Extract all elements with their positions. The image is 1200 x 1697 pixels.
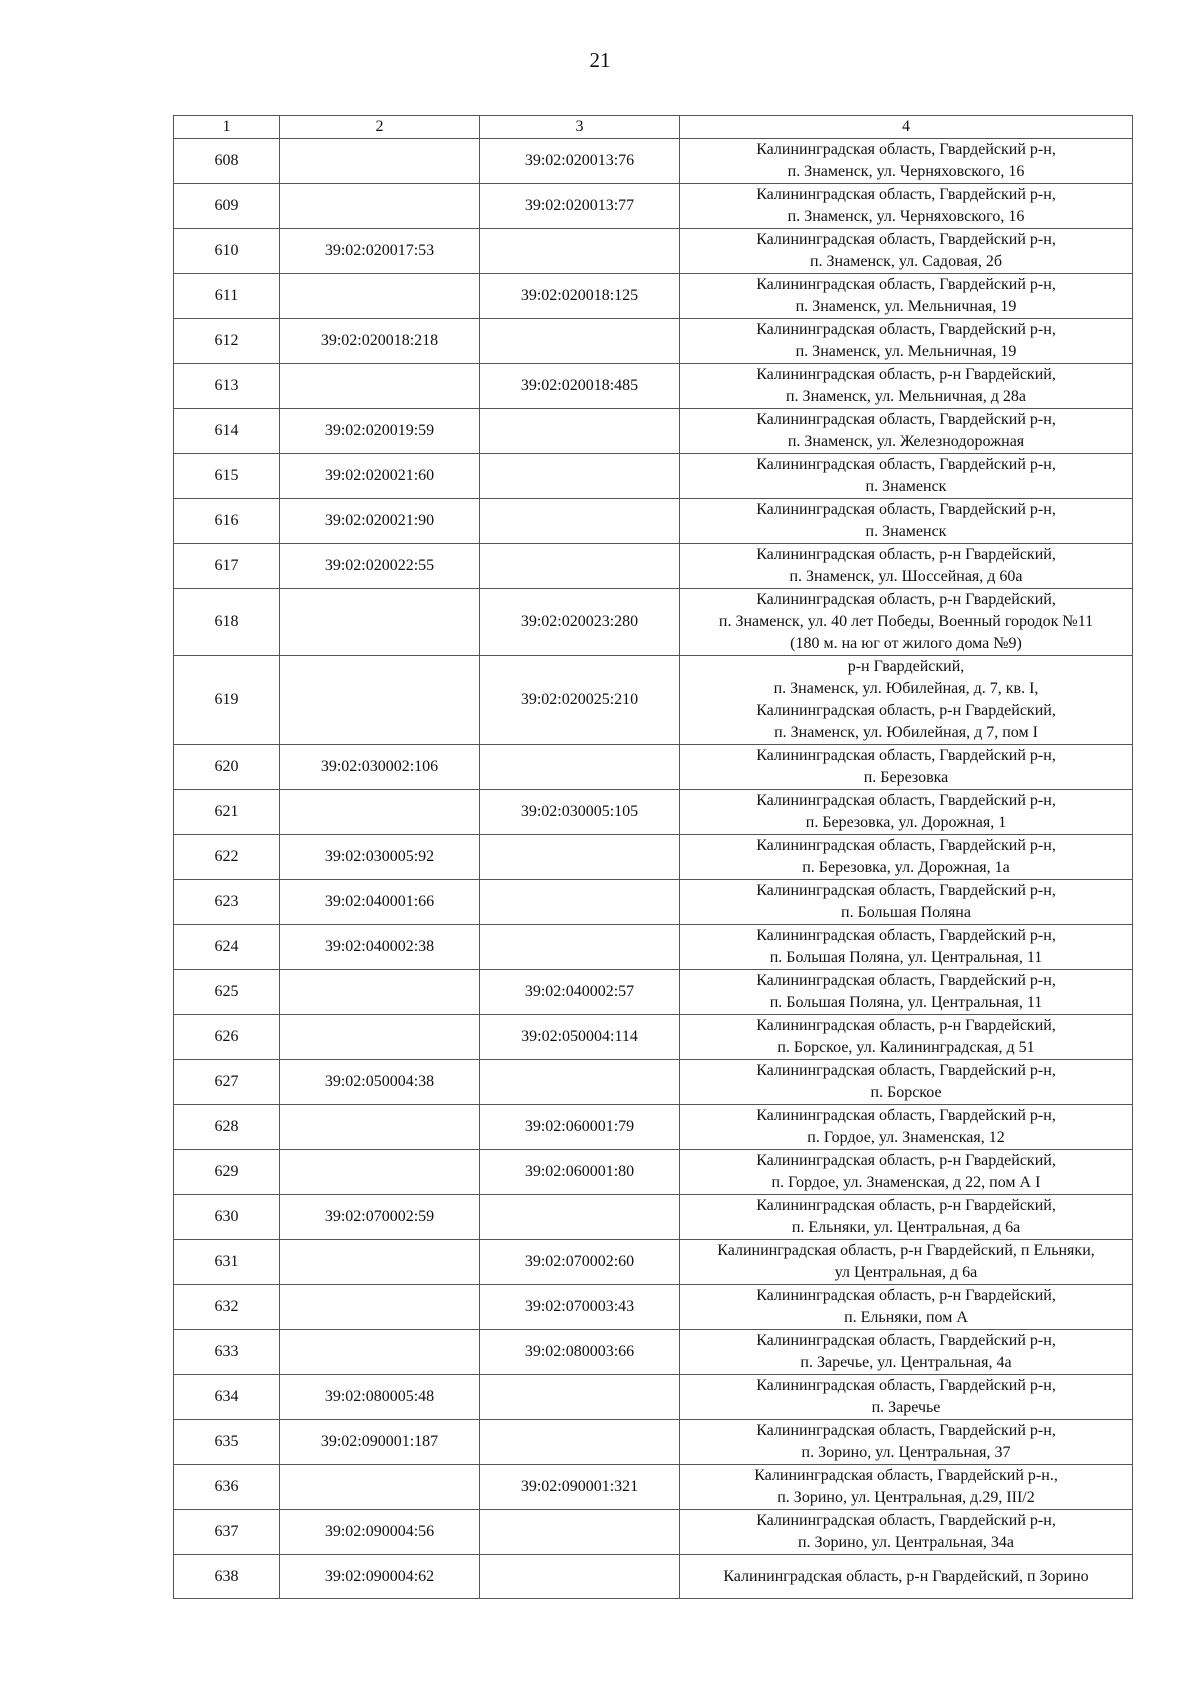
table-row	[174, 184, 1133, 229]
cadastral-number-col3-cell	[480, 1195, 680, 1240]
row-number-cell: 634	[174, 1375, 280, 1420]
row-number-cell: 629	[174, 1150, 280, 1195]
address-line: Калининградская область, р-н Гвардейский,	[756, 366, 1056, 383]
address-cell	[680, 1195, 1133, 1240]
table-row	[174, 1285, 1133, 1330]
address-line: Калининградская область, Гвардейский р-н,	[756, 1332, 1056, 1349]
cadastral-number-col3-cell: 39:02:070003:43	[480, 1285, 680, 1330]
row-number-cell: 611	[174, 274, 280, 319]
address-line: п. Знаменск, ул. Мельничная, 19	[795, 298, 1017, 315]
cadastral-number-col3-cell: 39:02:070002:60	[480, 1240, 680, 1285]
table-row	[174, 454, 1133, 499]
cadastral-number-col3-cell	[480, 1510, 680, 1555]
address-line: Калининградская область, Гвардейский р-н,	[756, 141, 1056, 158]
row-number-cell: 619	[174, 656, 280, 745]
address-line: Калининградская область, Гвардейский р-н,	[756, 747, 1056, 764]
cadastral-number-col2-cell: 39:02:020018:218	[280, 319, 480, 364]
address-line: п. Знаменск	[865, 478, 947, 495]
address-line: п. Зорино, ул. Центральная, 34а	[797, 1534, 1015, 1551]
table-row	[174, 1150, 1133, 1195]
row-number-cell: 618	[174, 589, 280, 656]
table-row	[174, 1015, 1133, 1060]
address-cell	[680, 970, 1133, 1015]
cadastral-number-col2-cell: 39:02:080005:48	[280, 1375, 480, 1420]
address-cell	[680, 1420, 1133, 1465]
address-cell	[680, 1330, 1133, 1375]
cadastral-number-col2-cell: 39:02:020022:55	[280, 544, 480, 589]
address-line: п. Знаменск, ул. Юбилейная, д 7, пом I	[774, 724, 1038, 741]
address-line: Калининградская область, Гвардейский р-н,	[756, 792, 1056, 809]
address-line: Калининградская область, р-н Гвардейский,	[756, 1287, 1056, 1304]
address-line: п. Гордое, ул. Знаменская, д 22, пом А I	[771, 1174, 1041, 1191]
cadastral-number-col2-cell: 39:02:020021:60	[280, 454, 480, 499]
table-row	[174, 790, 1133, 835]
address-line: п. Знаменск	[865, 523, 947, 540]
cadastral-number-col2-cell	[280, 589, 480, 656]
row-number-cell: 609	[174, 184, 280, 229]
address-line: п. Знаменск, ул. Садовая, 2б	[809, 253, 1003, 270]
row-number-cell: 623	[174, 880, 280, 925]
cadastral-number-col2-cell: 39:02:020021:90	[280, 499, 480, 544]
address-line: Калининградская область, р-н Гвардейский, п Зорино	[723, 1567, 1089, 1585]
address-line: (180 м. на юг от жилого дома №9)	[790, 635, 1022, 652]
cadastral-number-col2-cell: 39:02:040002:38	[280, 925, 480, 970]
address-line: п. Зорино, ул. Центральная, д.29, III/2	[777, 1489, 1035, 1506]
row-number-cell: 620	[174, 745, 280, 790]
address-line: Калининградская область, р-н Гвардейский,	[756, 591, 1056, 608]
address-line: Калининградская область, Гвардейский р-н,	[756, 1422, 1056, 1439]
table-row	[174, 835, 1133, 880]
table-row	[174, 970, 1133, 1015]
cadastral-number-col3-cell	[480, 835, 680, 880]
address-line: Калининградская область, Гвардейский р-н,	[756, 882, 1056, 899]
address-cell	[680, 184, 1133, 229]
row-number-cell: 621	[174, 790, 280, 835]
table-row	[174, 229, 1133, 274]
row-number-cell: 627	[174, 1060, 280, 1105]
address-line: Калининградская область, Гвардейский р-н,	[756, 1107, 1056, 1124]
cadastral-number-col2-cell	[280, 790, 480, 835]
table-row	[174, 1195, 1133, 1240]
cadastral-number-col2-cell: 39:02:020017:53	[280, 229, 480, 274]
address-line: п. Борское	[870, 1084, 942, 1101]
cadastral-number-col3-cell	[480, 1555, 680, 1599]
address-line: п. Знаменск, ул. Мельничная, 19	[795, 343, 1017, 360]
row-number-cell: 608	[174, 139, 280, 184]
address-line: п. Большая Поляна, ул. Центральная, 11	[769, 994, 1043, 1011]
address-line: п. Знаменск, ул. Мельничная, д 28а	[785, 388, 1027, 405]
table-row	[174, 1510, 1133, 1555]
table-row	[174, 589, 1133, 656]
table-row	[174, 1330, 1133, 1375]
address-cell	[680, 454, 1133, 499]
address-line: п. Ельняки, ул. Центральная, д 6а	[791, 1219, 1021, 1236]
table-row	[174, 1240, 1133, 1285]
address-cell	[680, 589, 1133, 656]
address-cell	[680, 544, 1133, 589]
address-line: п. Березовка, ул. Дорожная, 1а	[802, 859, 1010, 876]
address-line: Калининградская область, Гвардейский р-н,	[756, 1512, 1056, 1529]
row-number-cell: 628	[174, 1105, 280, 1150]
address-line: Калининградская область, Гвардейский р-н,	[756, 1062, 1056, 1079]
cadastral-number-col2-cell: 39:02:040001:66	[280, 880, 480, 925]
address-line: Калининградская область, р-н Гвардейский,	[756, 546, 1056, 563]
column-header-1: 1	[174, 116, 280, 139]
address-line: Калининградская область, Гвардейский р-н,	[756, 231, 1056, 248]
address-line: п. Большая Поляна, ул. Центральная, 11	[769, 949, 1043, 966]
table-header-row	[174, 116, 1133, 139]
address-line: Калининградская область, р-н Гвардейский,	[756, 702, 1056, 719]
cadastral-number-col3-cell: 39:02:020013:77	[480, 184, 680, 229]
cadastral-number-col3-cell: 39:02:090001:321	[480, 1465, 680, 1510]
address-line: п. Борское, ул. Калининградская, д 51	[777, 1039, 1035, 1056]
address-line: Калининградская область, Гвардейский р-н,	[756, 501, 1056, 518]
cadastral-number-col3-cell	[480, 229, 680, 274]
table-row	[174, 1420, 1133, 1465]
address-line: п. Зорино, ул. Центральная, 37	[801, 1444, 1011, 1461]
row-number-cell: 622	[174, 835, 280, 880]
address-cell	[680, 1105, 1133, 1150]
address-line: Калининградская область, Гвардейский р-н,	[756, 837, 1056, 854]
cadastral-number-col3-cell	[480, 1060, 680, 1105]
address-cell	[680, 1240, 1133, 1285]
table-row	[174, 1105, 1133, 1150]
address-cell	[680, 1555, 1133, 1599]
address-line: Калининградская область, Гвардейский р-н,	[756, 927, 1056, 944]
column-header-4: 4	[680, 116, 1133, 139]
address-cell	[680, 1510, 1133, 1555]
address-line: п. Березовка, ул. Дорожная, 1	[805, 814, 1007, 831]
cadastral-number-col2-cell: 39:02:090004:62	[280, 1555, 480, 1599]
table-row	[174, 1375, 1133, 1420]
row-number-cell: 636	[174, 1465, 280, 1510]
address-line: п. Березовка	[863, 769, 949, 786]
cadastral-number-col3-cell: 39:02:060001:79	[480, 1105, 680, 1150]
table-row	[174, 745, 1133, 790]
cadastral-number-col3-cell: 39:02:020013:76	[480, 139, 680, 184]
row-number-cell: 631	[174, 1240, 280, 1285]
table-row	[174, 544, 1133, 589]
address-line: Калининградская область, Гвардейский р-н,	[756, 276, 1056, 293]
cadastral-number-col2-cell: 39:02:090004:56	[280, 1510, 480, 1555]
row-number-cell: 610	[174, 229, 280, 274]
cadastral-number-col2-cell: 39:02:090001:187	[280, 1420, 480, 1465]
address-cell	[680, 139, 1133, 184]
row-number-cell: 637	[174, 1510, 280, 1555]
address-cell	[680, 835, 1133, 880]
address-line: п. Знаменск, ул. Железнодорожная	[787, 433, 1025, 450]
address-line: Калининградская область, Гвардейский р-н,	[756, 1377, 1056, 1394]
address-line: п. Заречье	[871, 1399, 941, 1416]
row-number-cell: 615	[174, 454, 280, 499]
table-row	[174, 1555, 1133, 1599]
row-number-cell: 617	[174, 544, 280, 589]
address-line: п. Знаменск, ул. Юбилейная, д. 7, кв. I,	[773, 680, 1039, 697]
table-row	[174, 880, 1133, 925]
row-number-cell: 626	[174, 1015, 280, 1060]
address-line: р-н Гвардейский,	[847, 658, 965, 675]
cadastral-number-col2-cell	[280, 1330, 480, 1375]
cadastral-number-col3-cell: 39:02:020018:485	[480, 364, 680, 409]
cadastral-number-col2-cell	[280, 1105, 480, 1150]
row-number-cell: 633	[174, 1330, 280, 1375]
row-number-cell: 612	[174, 319, 280, 364]
table-row	[174, 1465, 1133, 1510]
row-number-cell: 625	[174, 970, 280, 1015]
address-cell	[680, 499, 1133, 544]
address-line: Калининградская область, Гвардейский р-н,	[756, 186, 1056, 203]
address-cell	[680, 790, 1133, 835]
address-cell	[680, 1465, 1133, 1510]
cadastral-number-col3-cell	[480, 880, 680, 925]
address-cell	[680, 1015, 1133, 1060]
cadastral-number-col2-cell	[280, 184, 480, 229]
address-line: Калининградская область, р-н Гвардейский, п Ельняки,	[717, 1242, 1095, 1259]
cadastral-number-col2-cell: 39:02:020019:59	[280, 409, 480, 454]
cadastral-number-col2-cell: 39:02:030005:92	[280, 835, 480, 880]
table-row	[174, 319, 1133, 364]
row-number-cell: 624	[174, 925, 280, 970]
address-line: Калининградская область, р-н Гвардейский,	[756, 1197, 1056, 1214]
cadastral-number-col3-cell	[480, 499, 680, 544]
address-line: Калининградская область, р-н Гвардейский,	[756, 1152, 1056, 1169]
row-number-cell: 630	[174, 1195, 280, 1240]
cadastral-number-col3-cell: 39:02:050004:114	[480, 1015, 680, 1060]
row-number-cell: 635	[174, 1420, 280, 1465]
cadastral-number-col3-cell: 39:02:080003:66	[480, 1330, 680, 1375]
address-cell	[680, 364, 1133, 409]
table-row	[174, 499, 1133, 544]
address-cell	[680, 319, 1133, 364]
address-line: Калининградская область, Гвардейский р-н,	[756, 456, 1056, 473]
address-cell	[680, 880, 1133, 925]
cadastral-number-col3-cell: 39:02:030005:105	[480, 790, 680, 835]
address-cell	[680, 274, 1133, 319]
row-number-cell: 613	[174, 364, 280, 409]
address-line: Калининградская область, Гвардейский р-н,	[756, 411, 1056, 428]
table-row	[174, 656, 1133, 745]
table-row	[174, 925, 1133, 970]
address-cell	[680, 409, 1133, 454]
table-row	[174, 409, 1133, 454]
cadastral-number-col3-cell	[480, 1420, 680, 1465]
cadastral-number-col3-cell	[480, 1375, 680, 1420]
address-line: Калининградская область, Гвардейский р-н,	[756, 972, 1056, 989]
address-cell	[680, 1285, 1133, 1330]
column-header-2: 2	[280, 116, 480, 139]
column-header-3: 3	[480, 116, 680, 139]
cadastral-number-col3-cell	[480, 745, 680, 790]
cadastral-number-col2-cell	[280, 1240, 480, 1285]
cadastral-number-col3-cell	[480, 544, 680, 589]
row-number-cell: 632	[174, 1285, 280, 1330]
cadastral-number-col3-cell: 39:02:040002:57	[480, 970, 680, 1015]
cadastral-number-col2-cell	[280, 1150, 480, 1195]
cadastral-number-col2-cell	[280, 1285, 480, 1330]
address-line: Калининградская область, р-н Гвардейский,	[756, 1017, 1056, 1034]
table-row	[174, 139, 1133, 184]
cadastral-number-col2-cell	[280, 1465, 480, 1510]
address-cell	[680, 925, 1133, 970]
address-line: Калининградская область, Гвардейский р-н.,	[754, 1467, 1058, 1484]
address-cell	[680, 1060, 1133, 1105]
cadastral-number-col2-cell: 39:02:030002:106	[280, 745, 480, 790]
cadastral-number-col3-cell: 39:02:020018:125	[480, 274, 680, 319]
cadastral-number-col2-cell	[280, 656, 480, 745]
address-cell	[680, 1375, 1133, 1420]
cadastral-number-col2-cell: 39:02:050004:38	[280, 1060, 480, 1105]
address-line: ул Центральная, д 6а	[834, 1264, 978, 1281]
address-line: п. Гордое, ул. Знаменская, 12	[807, 1129, 1005, 1146]
address-cell	[680, 745, 1133, 790]
table-row	[174, 1060, 1133, 1105]
cadastral-number-col3-cell	[480, 409, 680, 454]
row-number-cell: 638	[174, 1555, 280, 1599]
address-cell	[680, 1150, 1133, 1195]
cadastral-number-col3-cell: 39:02:020023:280	[480, 589, 680, 656]
address-line: п. Знаменск, ул. Черняховского, 16	[787, 163, 1025, 180]
cadastral-number-col2-cell	[280, 1015, 480, 1060]
address-line: п. Знаменск, ул. Шоссейная, д 60а	[789, 568, 1023, 585]
address-cell	[680, 229, 1133, 274]
cadastral-number-col3-cell	[480, 925, 680, 970]
address-line: Калининградская область, Гвардейский р-н,	[756, 321, 1056, 338]
table-row	[174, 364, 1133, 409]
cadastral-number-col2-cell	[280, 364, 480, 409]
cadastral-number-col2-cell: 39:02:070002:59	[280, 1195, 480, 1240]
cadastral-number-col3-cell: 39:02:020025:210	[480, 656, 680, 745]
land-plots-table	[173, 115, 1133, 1599]
cadastral-number-col3-cell: 39:02:060001:80	[480, 1150, 680, 1195]
table-row	[174, 274, 1133, 319]
address-line: п. Заречье, ул. Центральная, 4а	[800, 1354, 1012, 1371]
cadastral-number-col2-cell	[280, 970, 480, 1015]
row-number-cell: 616	[174, 499, 280, 544]
address-line: п. Большая Поляна	[841, 904, 971, 921]
page-number: 21	[589, 48, 611, 72]
address-line: п. Знаменск, ул. 40 лет Победы, Военный городок №11	[718, 613, 1094, 630]
cadastral-number-col3-cell	[480, 319, 680, 364]
cadastral-number-col2-cell	[280, 274, 480, 319]
address-line: п. Знаменск, ул. Черняховского, 16	[787, 208, 1025, 225]
address-cell	[680, 656, 1133, 745]
address-line: п. Ельняки, пом А	[844, 1309, 968, 1326]
row-number-cell: 614	[174, 409, 280, 454]
table-body	[174, 139, 1133, 1599]
cadastral-number-col3-cell	[480, 454, 680, 499]
cadastral-number-col2-cell	[280, 139, 480, 184]
